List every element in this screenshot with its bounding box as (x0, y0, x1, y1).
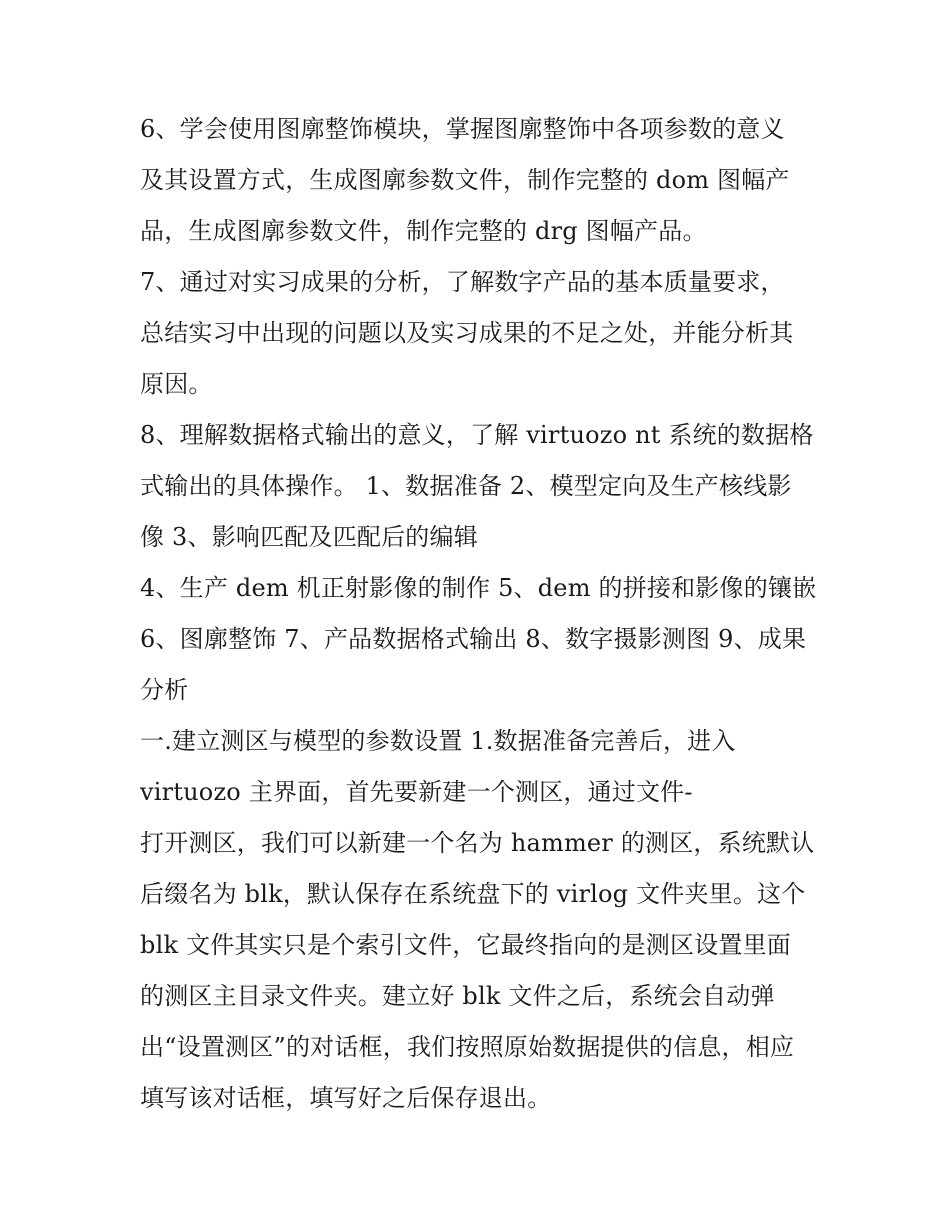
text-line-18: 的测区主目录文件夹。建立好 blk 文件之后，系统会自动弹 (140, 982, 775, 1010)
text-line-8: 式输出的具体操作。 1、数据准备 2、模型定向及生产核线影 (140, 472, 792, 500)
text-line-15: 打开测区，我们可以新建一个名为 hammer 的测区，系统默认 (140, 829, 815, 857)
text-line-20: 填写该对话框，填写好之后保存退出。 (140, 1084, 552, 1112)
text-line-3: 品，生成图廓参数文件，制作完整的 drg 图幅产品。 (140, 217, 707, 245)
text-line-1: 6、学会使用图廓整饰模块，掌握图廓整饰中各项参数的意义 (140, 115, 785, 143)
document-body (140, 104, 820, 1124)
text-line-7: 8、理解数据格式输出的意义，了解 virtuozo nt 系统的数据格 (140, 421, 814, 449)
text-line-5: 总结实习中出现的问题以及实习成果的不足之处，并能分析其 (140, 319, 794, 347)
text-line-14: virtuozo 主界面，首先要新建一个测区，通过文件- (140, 778, 693, 806)
text-line-16: 后缀名为 blk，默认保存在系统盘下的 virlog 文件夹里。这个 (140, 880, 806, 908)
text-line-19: 出“设置测区”的对话框，我们按照原始数据提供的信息，相应 (140, 1033, 795, 1061)
text-line-4: 7、通过对实习成果的分析，了解数字产品的基本质量要求， (140, 268, 785, 296)
text-line-2: 及其设置方式，生成图廓参数文件，制作完整的 dom 图幅产 (140, 166, 790, 194)
text-line-13: 一.建立测区与模型的参数设置 1.数据准备完善后，进入 (140, 727, 736, 755)
text-line-6: 原因。 (140, 370, 213, 398)
text-line-9: 像 3、影响匹配及匹配后的编辑 (140, 523, 478, 551)
text-line-10: 4、生产 dem 机正射影像的制作 5、dem 的拼接和影像的镶嵌 (140, 574, 817, 602)
text-line-12: 分析 (140, 676, 189, 704)
text-line-17: blk 文件其实只是个索引文件，它最终指向的是测区设置里面 (140, 931, 792, 959)
text-line-11: 6、图廓整饰 7、产品数据格式输出 8、数字摄影测图 9、成果 (140, 625, 807, 653)
